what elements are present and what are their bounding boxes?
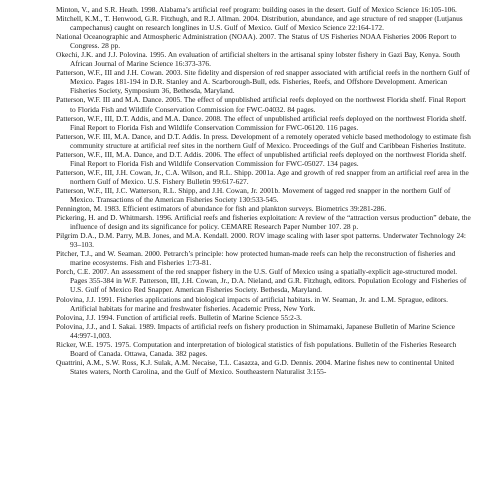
reference-item: Ricker, W.E. 1975. 1975. Computation and interpretation of biological statistics of fish populations. Bulletin of the Fisheries Research Board of Canada. Ottawa, Canada. 382 pages. — [56, 339, 457, 358]
reference-list — [56, 5, 472, 376]
reference-item: Polovina, J.J. 1991. Fisheries applications and biological impacts of artificial habitats. in W. Seaman, Jr. and L.M. Sprague, editors. Artificial habitats for marine and freshwater fisheries. Academic Press, New York. — [56, 294, 448, 313]
reference-item: Patterson, W.F. III, M.A. Dance, and D.T. Addis. In press. Development of a remotely operated vehicle based methodology to estimate fish community structure at artificial reef sites in the northern Gulf of Mexico. Proceedings of the Gulf and Caribbean Fisheries Institute. — [56, 131, 471, 150]
reference-item: Patterson, W.F., III, M.A. Dance, and D.T. Addis. 2006. The effect of unpublished artificial reefs deployed on the northwest Florida shelf. Final Report to Florida Fish and Wildlife Conservation Commission for FWC-05027. 134 pages. — [56, 149, 467, 168]
reference-item: Patterson, W.F., III, D.T. Addis, and M.A. Dance. 2008. The effect of unpublished artificial reefs deployed on the northwest Florida shelf. Final Report to Florida Fish and Wildlife Conservation Commission for FWC-06120. 116 pages. — [56, 113, 467, 132]
reference-item: National Oceanographic and Atmospheric Administration (NOAA). 2007. The Status of US Fisheries NOAA Fisheries 2006 Report to Congress. 28 pp. — [56, 32, 457, 51]
reference-item: Patterson, W.F., III, J.H. Cowan, Jr., C.A. Wilson, and R.L. Shipp. 2001a. Age and growth of red snapper from an artificial reef area in the northern Gulf of Mexico. U.S. Fishery Bulletin 99:617-627. — [56, 167, 469, 186]
reference-item: Pennington, M. 1983. Efficient estimators of abundance for fish and plankton surveys. Biometrics 39:281-286. — [56, 204, 387, 214]
reference-item: Patterson, W.F., III, J.C. Watterson, R.L. Shipp, and J.H. Cowan, Jr. 2001b. Movement of tagged red snapper in the northern Gulf of Mexico. Transactions of the American Fisheries Society 130:533-545. — [56, 185, 451, 204]
reference-item: Patterson, W.F. III and M.A. Dance. 2005. The effect of unpublished artificial reefs deployed on the northwest Florida shelf. Final Report to Florida Fish and Wildlife Conservation Commission for FWC-04032. 84 pages. — [56, 95, 466, 114]
reference-item: Quattrini, A.M., S.W. Ross, K.J. Sulak, A.M. Necaise, T.L. Casazza, and G.D. Dennis. 2004. Marine fishes new to continental United States waters, North Carolina, and the Gulf of Mexico. Southeastern Naturalist 3:155- — [56, 357, 454, 376]
reference-item: Porch, C.E. 2007. An assessment of the red snapper fishery in the U.S. Gulf of Mexico using a spatially-explicit age-structured model. Pages 355-384 in W.F. Patterson, III, J.H. Cowan, Jr., D.A. Nieland, and G.R. Fitzhugh, editors. Population Ecology and Fisheries of U.S. Gulf of Mexico Red Snapper. American Fisheries Society. Bethesda, Maryland. — [56, 267, 467, 295]
reference-item: Polovina, J.J. 1994. Function of artificial reefs. Bulletin of Marine Science 55:2-3. — [56, 312, 302, 322]
reference-item: Pilgrim D.A., D.M. Parry, M.B. Jones, and M.A. Kendall. 2000. ROV image scaling with laser spot patterns. Underwater Technology 24: 93–103. — [56, 231, 466, 250]
reference-item: Patterson, W.F., III and J.H. Cowan. 2003. Site fidelity and dispersion of red snapper associated with artificial reefs in the northern Gulf of Mexico. Pages 181-194 in D.R. Stanley and A. Scarborough-Bull, eds. Fisheries, Reefs, and Offshore Development. American Fisheries Society, Symposium 36, Bethesda, Maryland. — [56, 68, 470, 96]
reference-item: Mitchell, K.M., T. Henwood, G.R. Fitzhugh, and R.J. Allman. 2004. Distribution, abundance, and age structure of red snapper (Lutjanus campechanus) caught on research longlines in U.S. Gulf of Mexico. Gulf of Mexico Science 22:164-172. — [56, 14, 463, 33]
reference-item: Polovina, J.J., and I. Sakai. 1989. Impacts of artificial reefs on fishery production in Shimamaki, Japanese Bulletin of Marine Science 44:997-1,003. — [56, 321, 455, 340]
reference-item: Pitcher, T.J., and W. Seaman. 2000. Petrarch’s principle: how protected human-made reefs can help the reconstruction of fisheries and marine ecosystems. Fish and Fisheries 1:73-81. — [56, 249, 456, 268]
reference-item: Minton, V., and S.R. Heath. 1998. Alabama’s artificial reef program: building oases in the desert. Gulf of Mexico Science 16:105-106. — [56, 5, 457, 14]
reference-item: Okechi, J.K. and J.J. Polovina. 1995. An evaluation of artificial shelters in the artisanal spiny lobster fishery in Gazi Bay, Kenya. South African Journal of Marine Science 16:373-376. — [56, 50, 460, 69]
reference-item: Pickering, H. and D. Whitmarsh. 1996. Artificial reefs and fisheries exploitation: A review of the “attraction versus production” debate, the influence of design and its significance for policy. CEMARE Research Paper Number 107. 28 p. — [56, 213, 471, 232]
